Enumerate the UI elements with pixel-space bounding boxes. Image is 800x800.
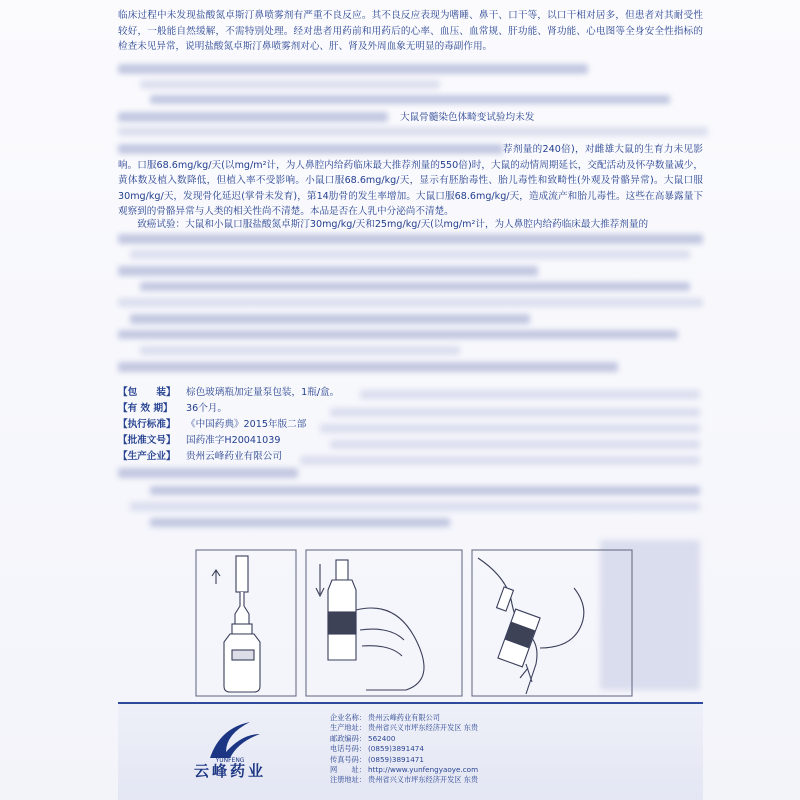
- swirl-logo-icon: [170, 718, 290, 764]
- spec-value: 贵州云峰药业有限公司: [186, 451, 282, 462]
- spec-key: 【生产企业】: [118, 451, 176, 462]
- contact-row: [330, 713, 478, 723]
- blurred-text: [140, 80, 440, 89]
- blurred-text: [150, 95, 670, 104]
- product-spec-list: [118, 385, 339, 465]
- spec-key: 【包 装】: [118, 387, 176, 398]
- blurred-text: [330, 440, 700, 449]
- contact-row: [330, 723, 478, 733]
- spec-value: 36个月。: [186, 403, 227, 414]
- blurred-text: [130, 314, 530, 324]
- blurred-text: [320, 424, 700, 433]
- blurred-text: [150, 518, 450, 527]
- blurred-text: [118, 298, 703, 307]
- contact-row: [330, 755, 478, 765]
- contact-info: [330, 713, 478, 786]
- contact-value: 562400: [368, 733, 396, 743]
- spec-row-standard: [118, 417, 339, 433]
- contact-key: 电话号码：: [330, 744, 366, 754]
- contact-key: 企业名称：: [330, 713, 366, 722]
- blurred-text: [150, 486, 700, 495]
- contact-value: 贵州省兴义市坪东经济开发区 东贵: [368, 723, 479, 733]
- contact-row: [330, 734, 478, 744]
- blurred-text: [118, 64, 588, 74]
- blurred-text: [118, 127, 708, 136]
- blurred-text: [130, 502, 700, 511]
- spraying-into-nose-figure: [472, 550, 632, 696]
- contact-row: [330, 744, 478, 754]
- blurred-text: [118, 362, 618, 372]
- contact-value: 贵州云峰药业有限公司: [368, 713, 440, 722]
- blurred-text: [118, 234, 703, 244]
- spec-key: 【执行标准】: [118, 419, 176, 430]
- carcinogenicity-paragraph: 致癌试验：大鼠和小鼠口服盐酸氮卓斯汀30mg/kg/天和25mg/kg/天(以mg/m²计，为人鼻腔内给药临床最大推荐剂量的: [137, 219, 649, 230]
- blurred-text: [118, 468, 298, 478]
- blurred-text: [118, 330, 678, 339]
- contact-value: 贵州省兴义市坪东经济开发区 东贵: [368, 775, 479, 785]
- blurred-text: [140, 346, 460, 355]
- spec-key: 【批准文号】: [118, 435, 176, 446]
- contact-value: http://www.yunfengyaoye.com: [368, 765, 479, 775]
- contact-key: 传真号码：: [330, 754, 366, 764]
- genotoxicity-fragment: 大鼠骨髓染色体畸变试验均未发: [400, 112, 535, 123]
- spec-value: 《中国药典》2015年版二部: [186, 419, 307, 430]
- blurred-text: [130, 250, 690, 259]
- bottle-with-cap-figure: [196, 550, 296, 696]
- priming-figure: [306, 550, 462, 696]
- blurred-text: [360, 390, 700, 399]
- blurred-text: [330, 408, 700, 417]
- reproductive-toxicity-paragraph: 荐剂量的240倍)，对雌雄大鼠的生育力未见影响。口服68.6mg/kg/天(以mg/m²计，为人鼻腔内给药临床最大推荐剂量的550倍)时，大鼠的动情周期延长，交配活动及怀孕数量减少，黄体数及植入数降低，但植入率不受影响。小鼠口服68.6mg/kg/天，显示有胚胎毒性、胎儿毒性和致畸性(外观及骨骼异常)。大鼠口服30mg/kg/天，发现骨化延迟(掌骨未发育)，第14肋骨的发生率增加。大鼠口服68.6mg/kg/天，造成流产和胎儿毒性。这些在高暴露量下观察到的骨骼异常与人类的相关性尚不清楚。本品是否在人乳中分泌尚不清楚。: [118, 144, 703, 217]
- logo-sub-text: YUNFENG: [215, 757, 245, 764]
- contact-key: 网 址：: [330, 765, 366, 775]
- contact-row: [330, 775, 478, 785]
- contact-key: 注册地址：: [330, 775, 366, 785]
- contact-row: [330, 765, 478, 775]
- spec-value: 国药准字H20041039: [186, 435, 281, 446]
- usage-illustration: [0, 548, 800, 698]
- company-logo: [170, 718, 290, 794]
- logo-text: 云峰药业: [193, 762, 266, 780]
- spec-row-package: [118, 385, 339, 401]
- spec-row-shelf-life: [118, 401, 339, 417]
- contact-value: (0859)3891471: [368, 754, 424, 764]
- contact-key: 邮政编码：: [330, 733, 366, 743]
- adverse-reaction-paragraph: 临床过程中未发现盐酸氮卓斯汀鼻喷雾剂有严重不良反应。其不良反应表现为嗜睡、鼻干、口干等，以口干相对居多，但患者对其耐受性较好，一般能自然缓解，不需特别处理。经对患者用药前和用药后的心率、血压、血常规、肝功能、肾功能、心电图等全身安全性指标的检查未见异常，说明盐酸氮卓斯汀鼻喷雾剂对心、肝、肾及外周血象无明显的毒副作用。: [118, 10, 703, 52]
- blurred-text: [140, 282, 690, 291]
- contact-value: (0859)3891474: [368, 744, 424, 754]
- blurred-text: [118, 266, 538, 276]
- blurred-text: [300, 456, 700, 465]
- spec-key: 【有 效 期】: [118, 403, 173, 414]
- spec-row-approval: [118, 433, 339, 449]
- spec-value: 棕色玻璃瓶加定量泵包装，1瓶/盒。: [186, 387, 340, 398]
- contact-key: 生产地址：: [330, 723, 366, 733]
- blurred-text: [118, 112, 388, 122]
